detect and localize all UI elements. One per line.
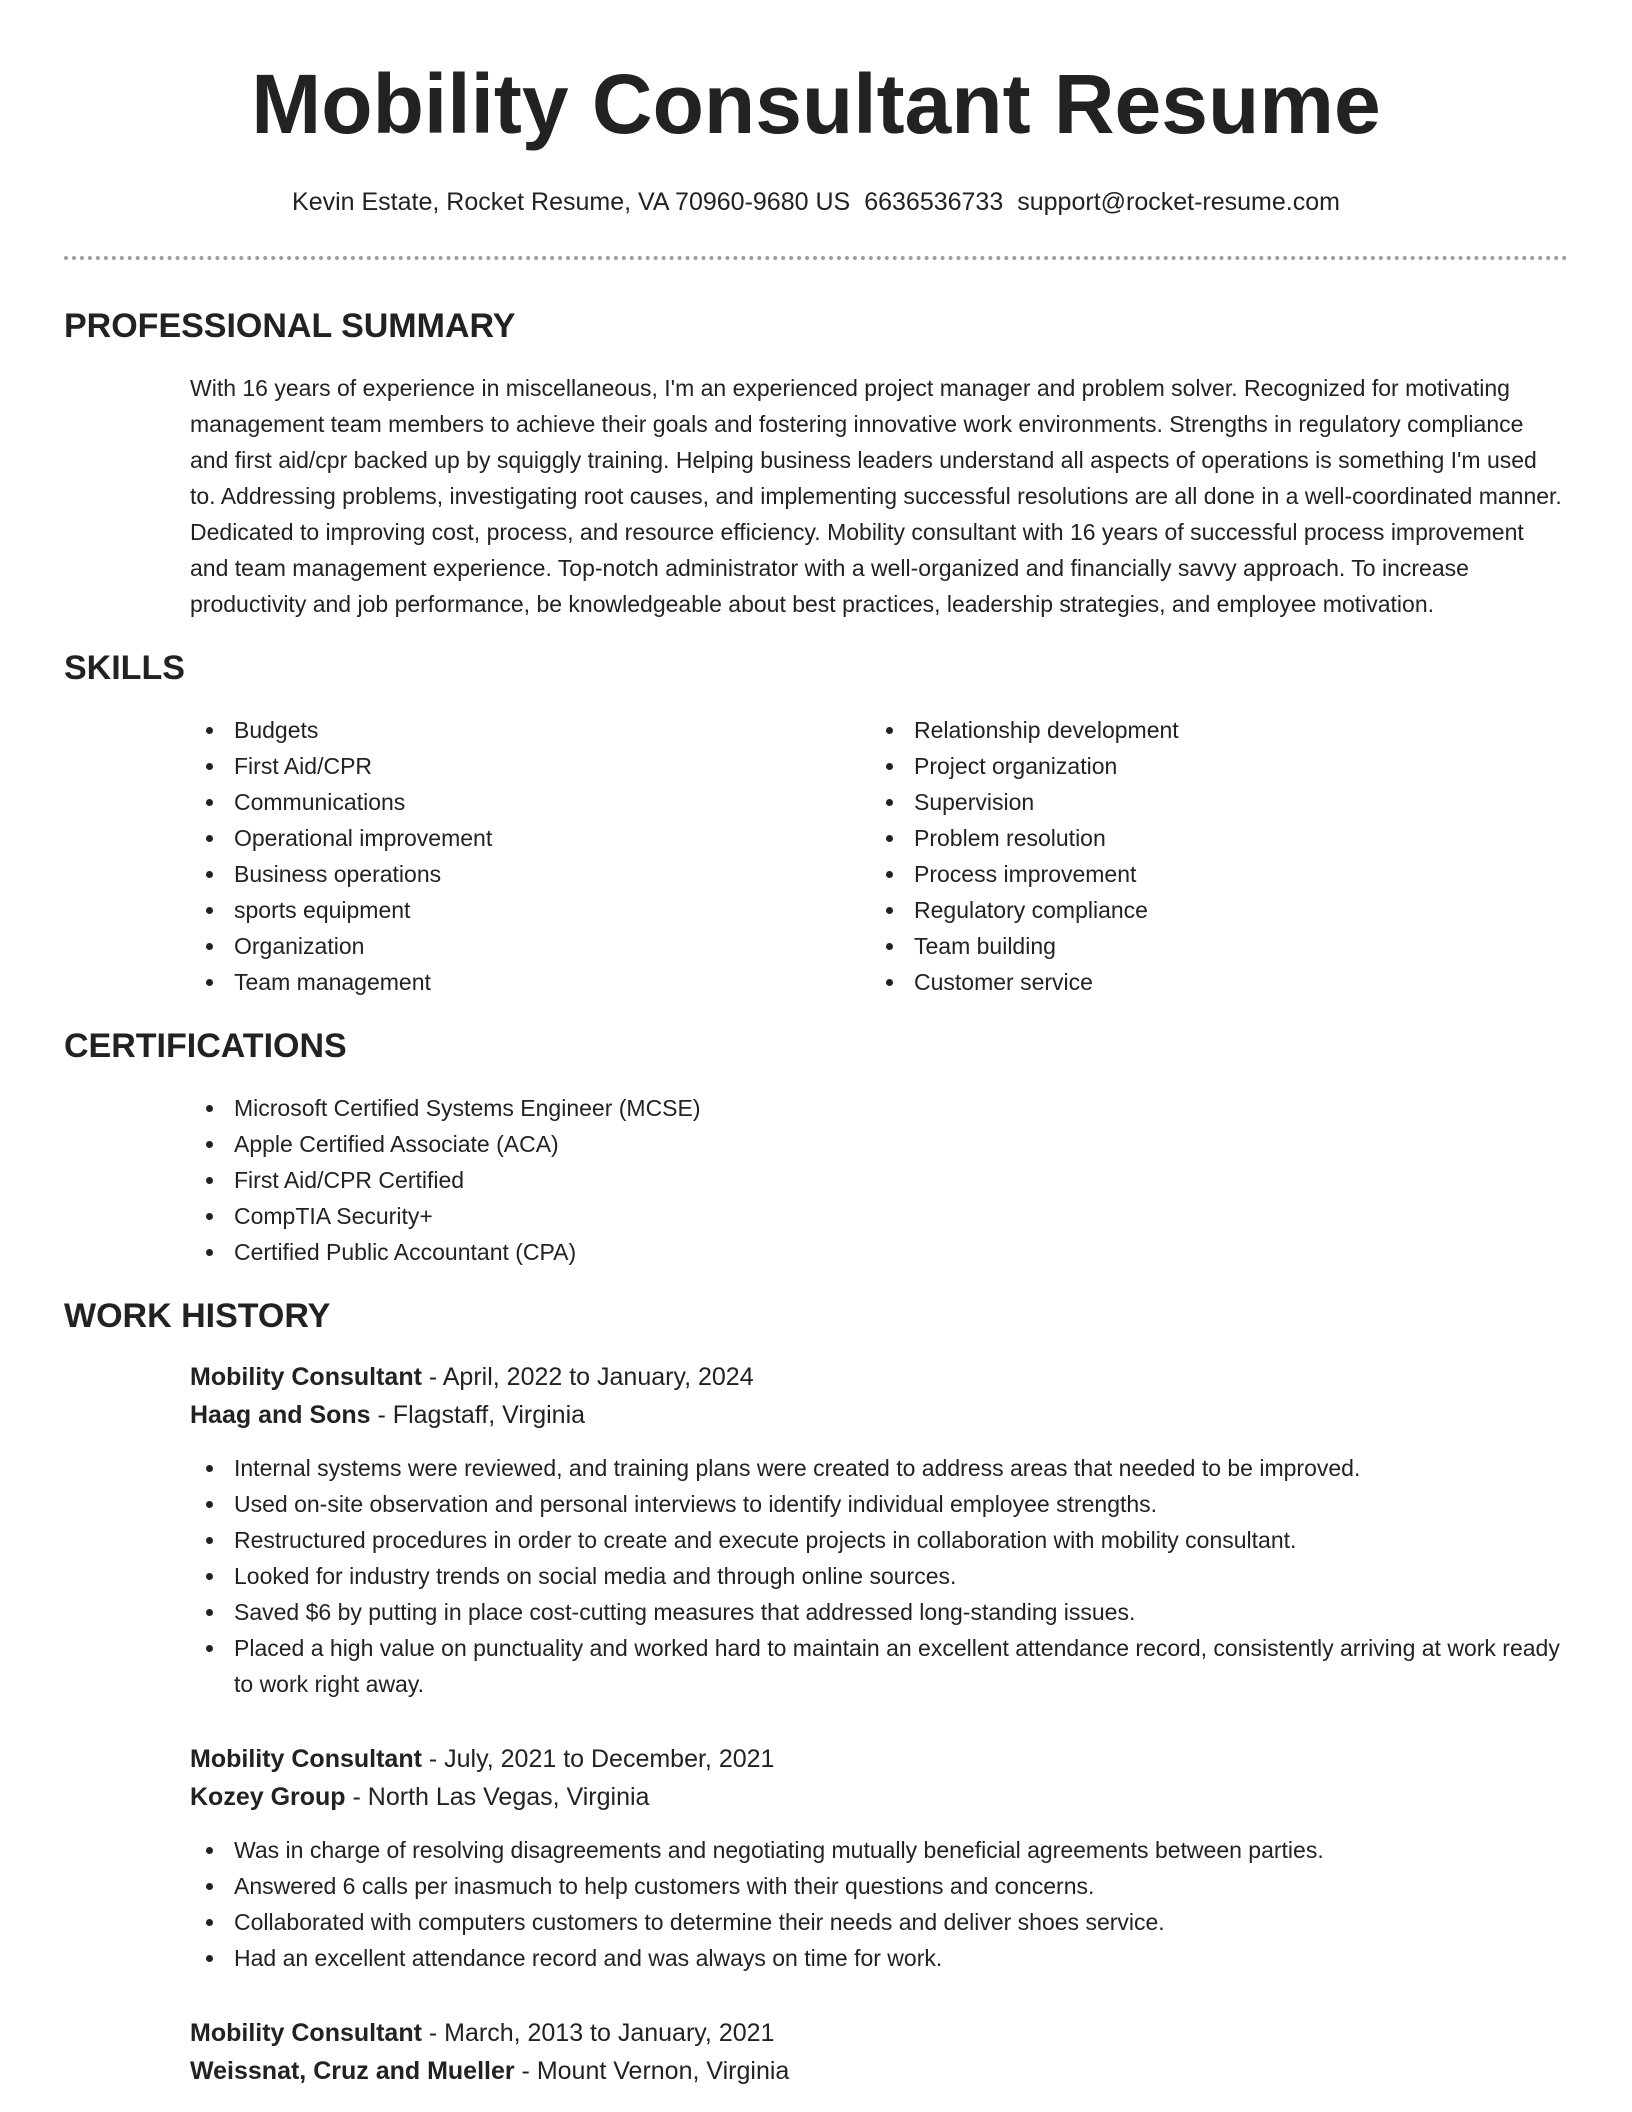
job-title-line	[190, 2014, 1568, 2052]
certification-item: Apple Certified Associate (ACA)	[190, 1126, 1568, 1162]
job-company: Kozey Group	[190, 1783, 346, 1811]
header-divider	[64, 256, 1568, 260]
job-duty-item: Placed a high value on punctuality and worked hard to maintain an excellent attendance record, consistently arriving at work ready to work right away.	[190, 1630, 1568, 1702]
job-company: Weissnat, Cruz and Mueller	[190, 2057, 515, 2085]
job-duty-item: Used on-site observation and personal interviews to identify individual employee strengths.	[190, 1486, 1568, 1522]
job-duty-item: Looked for industry trends on social media and through online sources.	[190, 1558, 1568, 1594]
job-duty-item: Restructured procedures in order to create and execute projects in collaboration with mobility consultant.	[190, 1522, 1568, 1558]
skills-grid	[64, 712, 1568, 1000]
job-location: - North Las Vegas, Virginia	[345, 1783, 650, 1811]
job-location: - Mount Vernon, Virginia	[514, 2057, 790, 2085]
job-company: Haag and Sons	[190, 1401, 371, 1429]
job-company-line	[190, 2052, 1568, 2090]
certification-item: Microsoft Certified Systems Engineer (MCSE)	[190, 1090, 1568, 1126]
skill-item: Business operations	[190, 856, 870, 892]
skill-item: First Aid/CPR	[190, 748, 870, 784]
skill-item: Team building	[870, 928, 1550, 964]
resume-title: Mobility Consultant Resume	[251, 57, 1381, 151]
certification-item: First Aid/CPR Certified	[190, 1162, 1568, 1198]
skill-item: Regulatory compliance	[870, 892, 1550, 928]
certification-item: CompTIA Security+	[190, 1198, 1568, 1234]
job-entry	[64, 1740, 1568, 1976]
skill-item: sports equipment	[190, 892, 870, 928]
job-duty-item: Collaborated with computers customers to determine their needs and deliver shoes service.	[190, 1904, 1568, 1940]
job-location: - Flagstaff, Virginia	[370, 1401, 586, 1429]
skill-item: Communications	[190, 784, 870, 820]
work-history-heading: WORK HISTORY	[64, 1297, 331, 1335]
job-duty-item: Saved $6 by putting in place cost-cutting measures that addressed long-standing issues.	[190, 1594, 1568, 1630]
contact-info	[64, 186, 1568, 218]
contact-phone: 6636536733	[864, 188, 1004, 216]
job-duties-list	[190, 1832, 1568, 1976]
job-entry	[64, 1358, 1568, 1702]
certifications-list	[64, 1090, 1568, 1270]
skill-item: Process improvement	[870, 856, 1550, 892]
job-duty-item: Had an excellent attendance record and was always on time for work.	[190, 1940, 1568, 1976]
job-duty-item: Was in charge of resolving disagreements and negotiating mutually beneficial agreements between parties.	[190, 1832, 1568, 1868]
skill-item: Customer service	[870, 964, 1550, 1000]
job-title: Mobility Consultant	[190, 1745, 422, 1773]
skill-item: Operational improvement	[190, 820, 870, 856]
job-dates: - April, 2022 to January, 2024	[421, 1363, 754, 1391]
job-title: Mobility Consultant	[190, 1363, 422, 1391]
job-dates: - July, 2021 to December, 2021	[421, 1745, 775, 1773]
job-duties-list	[190, 1450, 1568, 1702]
skill-item: Supervision	[870, 784, 1550, 820]
job-duty-item: Answered 6 calls per inasmuch to help customers with their questions and concerns.	[190, 1868, 1568, 1904]
summary-heading: PROFESSIONAL SUMMARY	[64, 307, 516, 345]
summary-text: With 16 years of experience in miscellaneous, I'm an experienced project manager and problem solver. Recognized for motivating management team members to achieve their goals and fostering innovative work environments. Strengths in regulatory compliance and first aid/cpr backed up by squiggly training. Helping business leaders understand all aspects of operations is something I'm used to. Addressing problems, investigating root causes, and implementing successful resolutions are all done in a well-coordinated manner. Dedicated to improving cost, process, and resource efficiency. Mobility consultant with 16 years of successful process improvement and team management experience. Top-notch administrator with a well-organized and financially savvy approach. To increase productivity and job performance, be knowledgeable about best practices, leadership strategies, and employee motivation.	[190, 375, 1562, 617]
contact-email[interactable]: support@rocket-resume.com	[1017, 188, 1340, 216]
job-dates: - March, 2013 to January, 2021	[421, 2019, 775, 2047]
job-title-line	[190, 1358, 1568, 1396]
job-title: Mobility Consultant	[190, 2019, 422, 2047]
skills-list-left	[190, 712, 870, 1000]
skill-item: Relationship development	[870, 712, 1550, 748]
job-company-line	[190, 1396, 1568, 1434]
skill-item: Budgets	[190, 712, 870, 748]
certifications-heading: CERTIFICATIONS	[64, 1027, 347, 1065]
skills-heading: SKILLS	[64, 649, 185, 687]
job-company-line	[190, 1778, 1568, 1816]
job-duty-item: Internal systems were reviewed, and training plans were created to address areas that needed to be improved.	[190, 1450, 1568, 1486]
skill-item: Problem resolution	[870, 820, 1550, 856]
contact-address: Kevin Estate, Rocket Resume, VA 70960-9680 US	[292, 188, 851, 216]
skill-item: Organization	[190, 928, 870, 964]
job-title-line	[190, 1740, 1568, 1778]
job-entry	[64, 2014, 1568, 2090]
skill-item: Team management	[190, 964, 870, 1000]
skill-item: Project organization	[870, 748, 1550, 784]
certification-item: Certified Public Accountant (CPA)	[190, 1234, 1568, 1270]
skills-list-right	[870, 712, 1550, 1000]
